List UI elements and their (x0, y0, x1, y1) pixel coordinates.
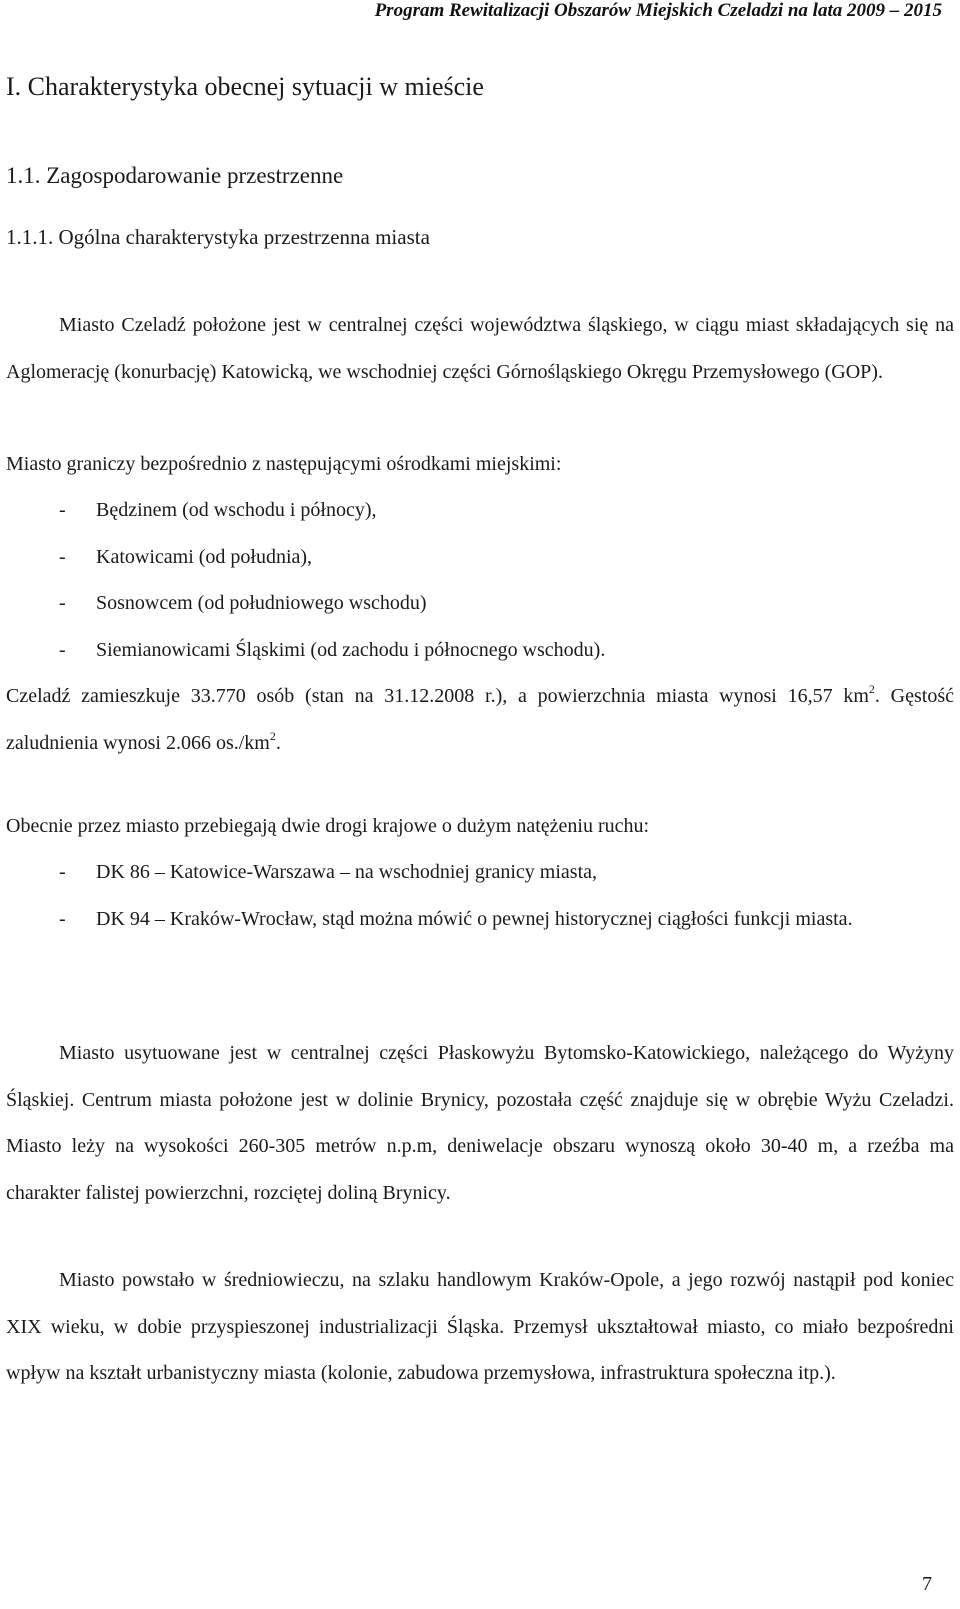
list-item (6, 896, 954, 943)
running-header: Program Rewitalizacji Obszarów Miejskich Czeladzi na lata 2009 – 2015 (374, 0, 942, 21)
page-number: 7 (922, 1573, 932, 1595)
superscript: 2 (269, 728, 276, 743)
paragraph-geography: Miasto usytuowane jest w centralnej części Płaskowyżu Bytomsko-Katowickiego, należącego do Wyżyny Śląskiej. Centrum miasta położone jest w dolinie Brynicy, pozostała część znajduje się w obrębie Wyżu Czeladzi. Miasto leży na wysokości 260-305 metrów n.p.m, deniwelacje obszaru wynoszą około 30-40 m, a rzeźba ma charakter falistej powierzchni, rozciętej doliną Brynicy. (6, 1042, 954, 1204)
superscript: 2 (868, 682, 875, 697)
list-dash: - (59, 592, 66, 614)
list-item (6, 849, 954, 896)
neighbors-list (6, 487, 954, 673)
roads-list (6, 849, 954, 942)
paragraph-population (6, 673, 954, 766)
list-dash: - (59, 499, 66, 521)
list-item (6, 580, 954, 627)
list-item-text: Katowicami (od południa), (96, 545, 313, 568)
list-item (6, 487, 954, 534)
population-text-b: . Gęstość zaludnienia wynosi 2.066 os./km (6, 685, 954, 754)
paragraph-location: Miasto Czeladź położone jest w centralnej części województwa śląskiego, w ciągu miast składających się na Aglomerację (konurbację) Katowicką, we wschodniej części Górnośląskiego Okręgu Przemysłowego (GOP). (6, 314, 954, 383)
list-dash: - (59, 545, 66, 568)
paragraph-roads-intro: Obecnie przez miasto przebiegają dwie drogi krajowe o dużym natężeniu ruchu: (6, 815, 650, 837)
list-dash: - (59, 638, 66, 661)
list-item-text: DK 94 – Kraków-Wrocław, stąd można mówić o pewnej historycznej ciągłości funkcji miasta. (96, 907, 853, 930)
list-dash: - (59, 861, 66, 883)
subsection-heading: 1.1.1. Ogólna charakterystyka przestrzenna miasta (6, 225, 430, 249)
list-item-text: Sosnowcem (od południowego wschodu) (96, 592, 427, 614)
section-heading: 1.1. Zagospodarowanie przestrzenne (6, 163, 344, 188)
population-text-c: . (275, 731, 281, 754)
list-dash: - (59, 907, 66, 930)
list-item (6, 534, 954, 581)
population-text-a: Czeladź zamieszkuje 33.770 osób (stan na 31.12.2008 r.), a powierzchnia miasta wynosi 16,57 km (6, 685, 869, 707)
paragraph-neighbors-intro: Miasto graniczy bezpośrednio z następującymi ośrodkami miejskimi: (6, 453, 562, 475)
chapter-heading: I. Charakterystyka obecnej sytuacji w mieście (6, 72, 484, 101)
paragraph-history: Miasto powstało w średniowieczu, na szlaku handlowym Kraków-Opole, a jego rozwój nastąpił pod koniec XIX wieku, w dobie przyspieszonej industrializacji Śląska. Przemysł ukształtował miasto, co miało bezpośredni wpływ na kształt urbanistyczny miasta (kolonie, zabudowa przemysłowa, infrastruktura społeczna itp.). (6, 1269, 954, 1384)
list-item (6, 627, 954, 674)
list-item-text: Będzinem (od wschodu i północy), (96, 499, 377, 521)
list-item-text: DK 86 – Katowice-Warszawa – na wschodniej granicy miasta, (96, 861, 597, 883)
list-item-text: Siemianowicami Śląskimi (od zachodu i północnego wschodu). (96, 638, 606, 661)
